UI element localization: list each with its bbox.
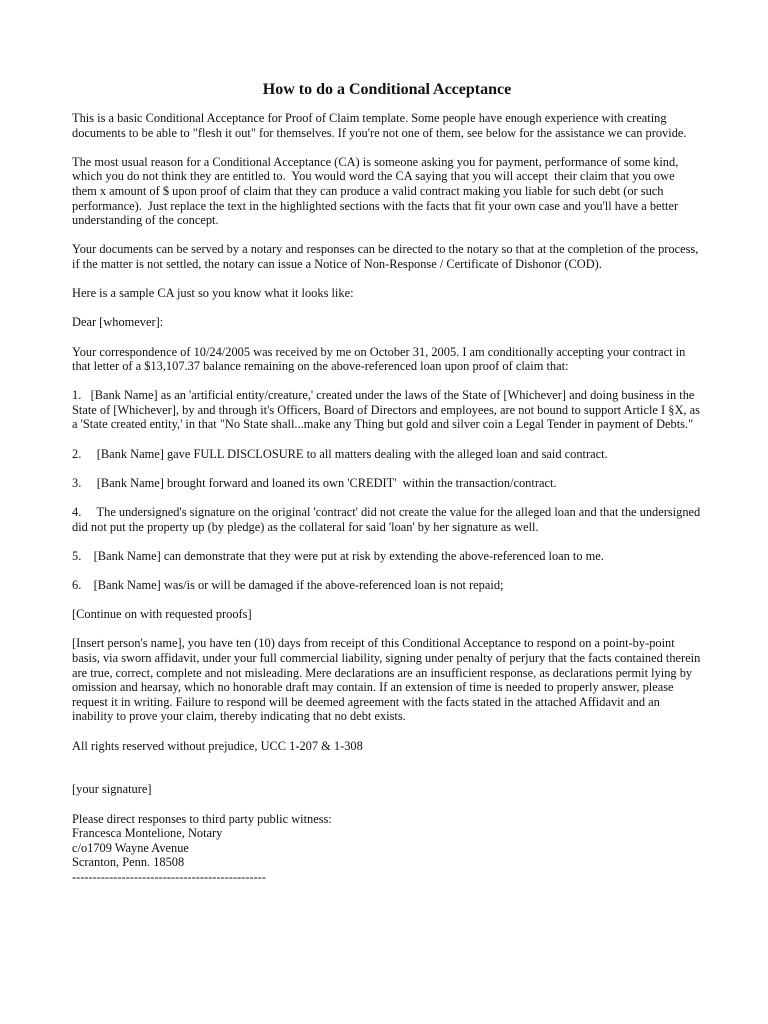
intro-paragraph-2: The most usual reason for a Conditional Acceptance (CA) is someone asking you for payment, performance of some kind, which you do not think they are entitled to. You would word the CA saying that you will accept their claim that you owe them x amount of $ upon proof of claim that they can produce a valid contract making you liable for such debt (or such performance). Just replace the text in the highlighted sections with the facts that fit your own case and you'll have a better understanding of the concept. bbox=[72, 154, 682, 228]
document-page bbox=[72, 80, 702, 884]
proof-item-1: 1. [Bank Name] as an 'artificial entity/creature,' created under the laws of the State of [Whichever] and doing business in the State of [Whichever], by and through it's Officers, Board of Directors and employees, are not bound to support Article I §X, as a 'State created entity,' in that "No State shall...make any Thing but gold and silver coin a Legal Tender in payment of Debts." bbox=[72, 388, 704, 432]
salutation: Dear [whomever]: bbox=[72, 315, 164, 330]
continue-note: [Continue on with requested proofs] bbox=[72, 607, 252, 622]
proof-item-3: 3. [Bank Name] brought forward and loaned its own 'CREDIT' within the transaction/contract. bbox=[72, 475, 557, 490]
spacer bbox=[72, 768, 702, 783]
intro-paragraph-3: Your documents can be served by a notary and responses can be directed to the notary so that at the completion of the process, if the matter is not settled, the notary can issue a Notice of Non-Response / Certificate of Dishonor (COD). bbox=[72, 242, 702, 271]
notary-address-line-2: Scranton, Penn. 18508 bbox=[72, 855, 185, 870]
notary-address-line-1: c/o1709 Wayne Avenue bbox=[72, 840, 189, 855]
intro-paragraph-1: This is a basic Conditional Acceptance for Proof of Claim template. Some people have enough experience with creating documents to be able to "flesh it out" for themselves. If you're not one of them, see below for the assistance we can provide. bbox=[72, 111, 687, 140]
sample-intro: Here is a sample CA just so you know what it looks like: bbox=[72, 286, 354, 301]
response-terms-paragraph: [Insert person's name], you have ten (10) days from receipt of this Conditional Acceptance to respond on a point-by-point basis, via sworn affidavit, under your full commercial liability, signing under penalty of perjury that the facts contained therein are true, correct, complete and not misleading. Mere declarations are an insufficient response, as declarations permit lying by omission and hearsay, which no honorable draft may contain. If an extension of time is needed to properly answer, please request it in writing. Failure to respond will be deemed agreement with the facts stated in the attached Affidavit and an inability to prove your claim, thereby indicating that no debt exists. bbox=[72, 636, 704, 724]
signature-placeholder: [your signature] bbox=[72, 782, 152, 797]
notary-block bbox=[72, 812, 702, 885]
proof-item-2: 2. [Bank Name] gave FULL DISCLOSURE to all matters dealing with the alleged loan and said contract. bbox=[72, 446, 608, 461]
proof-item-5: 5. [Bank Name] can demonstrate that they were put at risk by extending the above-referenced loan to me. bbox=[72, 548, 604, 563]
dashed-rule: ----------------------------------------------- bbox=[72, 869, 266, 884]
direct-responses-line: Please direct responses to third party public witness: bbox=[72, 811, 332, 826]
proof-item-6: 6. [Bank Name] was/is or will be damaged if the above-referenced loan is not repaid; bbox=[72, 578, 504, 592]
notary-name: Francesca Montelione, Notary bbox=[72, 826, 223, 841]
rights-reserved: All rights reserved without prejudice, UCC 1-207 & 1-308 bbox=[72, 738, 363, 753]
proof-item-4: 4. The undersigned's signature on the original 'contract' did not create the value for the alleged loan and that the undersigned did not put the property up (by pledge) as the collateral for said 'loan' by her signature as well. bbox=[72, 505, 704, 534]
document-title: How to do a Conditional Acceptance bbox=[262, 81, 512, 98]
correspondence-paragraph: Your correspondence of 10/24/2005 was received by me on October 31, 2005. I am conditionally accepting your contract in that letter of a $13,107.37 balance remaining on the above-referenced loan upon proof of claim that: bbox=[72, 344, 689, 374]
